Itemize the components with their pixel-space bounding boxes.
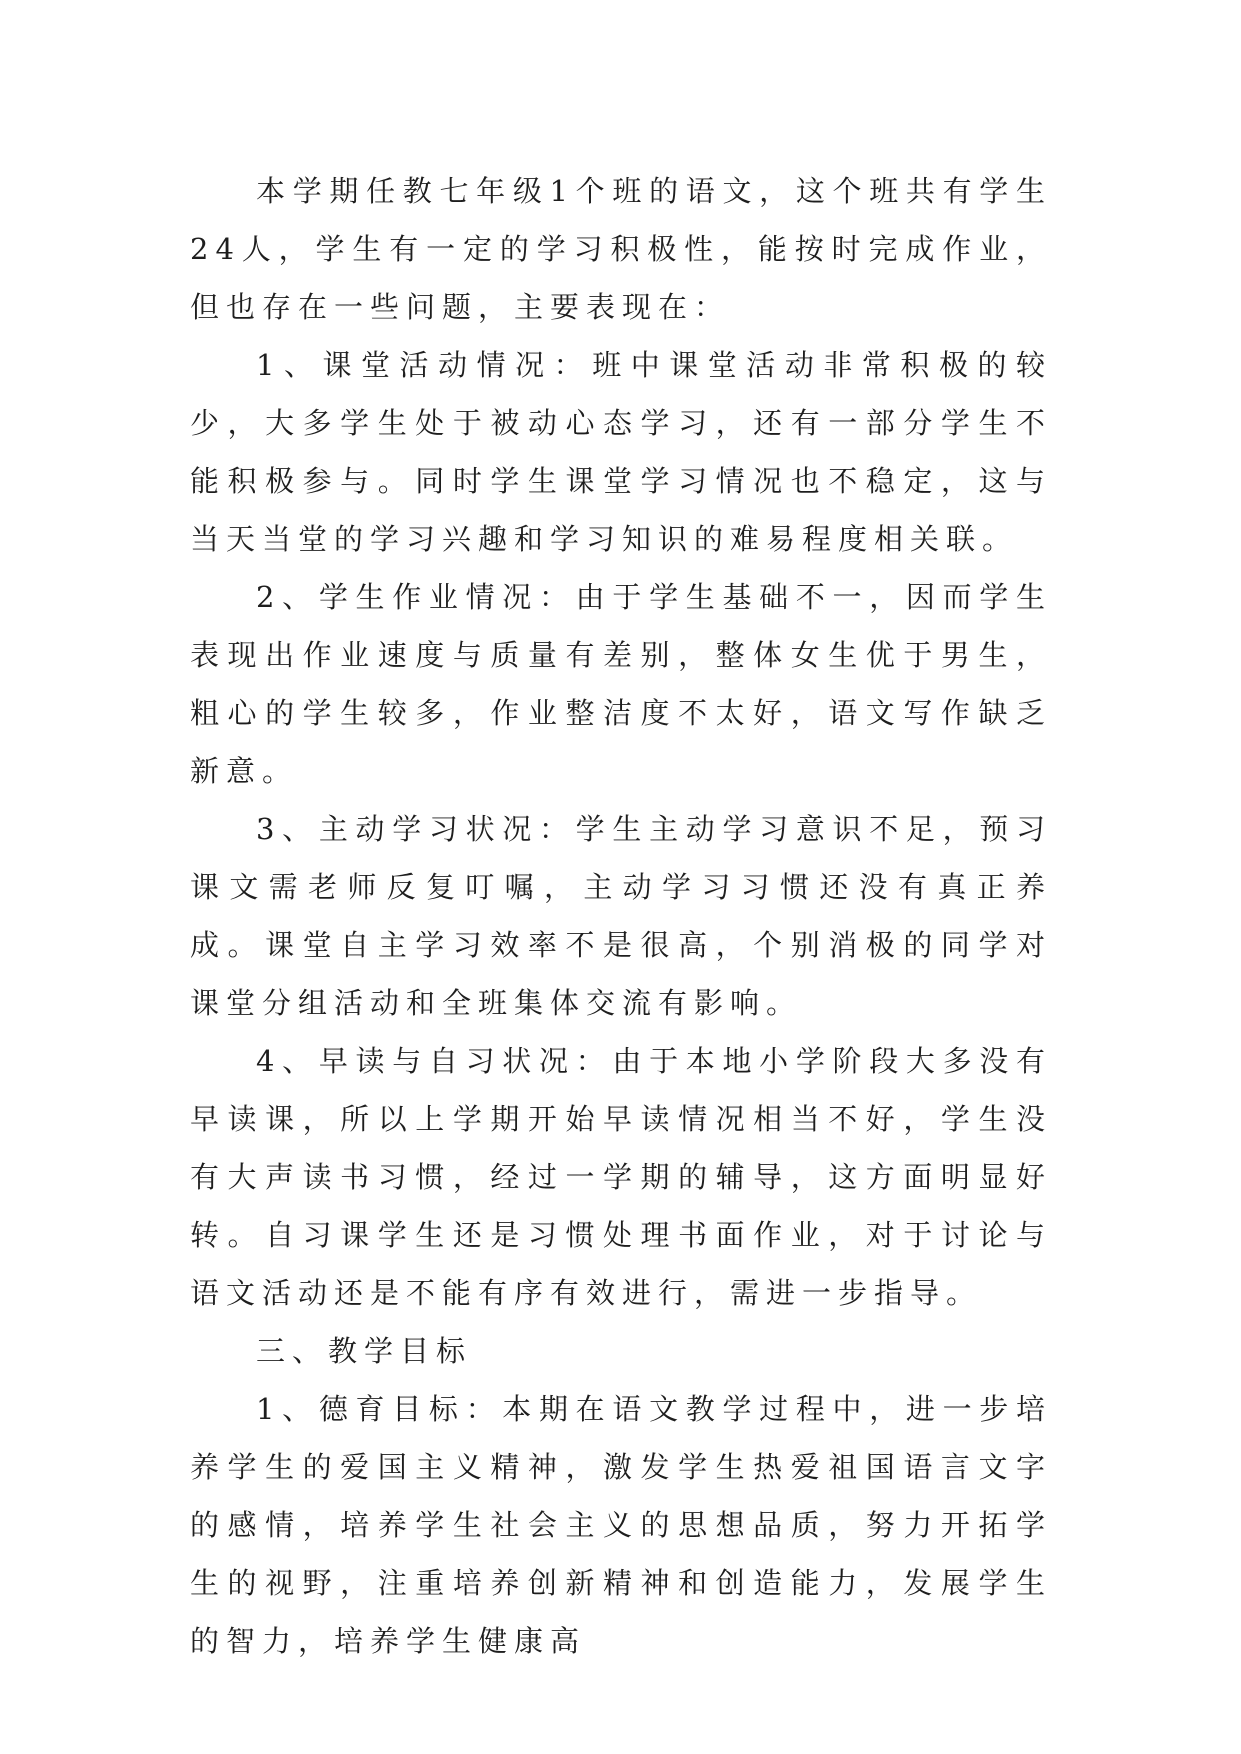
section-heading: 三、教学目标 [256, 1334, 473, 1368]
paragraph-morning-reading: 4、早读与自习状况：由于本地小学阶段大多没有早读课，所以上学期开始早读情况相当不好，学生没有大声读书习惯，经过一学期的辅导，这方面明显好转。自习课学生还是习惯处理书面作业，对于讨论与语文活动还是不能有序有效进行，需进一步指导。 [190, 1044, 1052, 1310]
paragraph-homework: 2、学生作业情况：由于学生基础不一，因而学生表现出作业速度与质量有差别，整体女生优于男生，粗心的学生较多，作业整洁度不太好，语文写作缺乏新意。 [190, 580, 1052, 788]
paragraph-classroom-activity: 1、课堂活动情况：班中课堂活动非常积极的较少，大多学生处于被动心态学习，还有一部分学生不能积极参与。同时学生课堂学习情况也不稳定，这与当天当堂的学习兴趣和学习知识的难易程度相关联。 [190, 348, 1052, 556]
paragraph-active-learning: 3、主动学习状况：学生主动学习意识不足，预习课文需老师反复叮嘱，主动学习习惯还没有真正养成。课堂自主学习效率不是很高，个别消极的同学对课堂分组活动和全班集体交流有影响。 [190, 812, 1052, 1020]
paragraph-intro: 本学期任教七年级1个班的语文，这个班共有学生24人，学生有一定的学习积极性，能按时完成作业，但也存在一些问题，主要表现在： [190, 174, 1052, 324]
document-body [190, 162, 1052, 1670]
paragraph-moral-goal: 1、德育目标：本期在语文教学过程中，进一步培养学生的爱国主义精神，激发学生热爱祖国语言文字的感情，培养学生社会主义的思想品质，努力开拓学生的视野，注重培养创新精神和创造能力，发展学生的智力，培养学生健康高 [190, 1392, 1052, 1658]
